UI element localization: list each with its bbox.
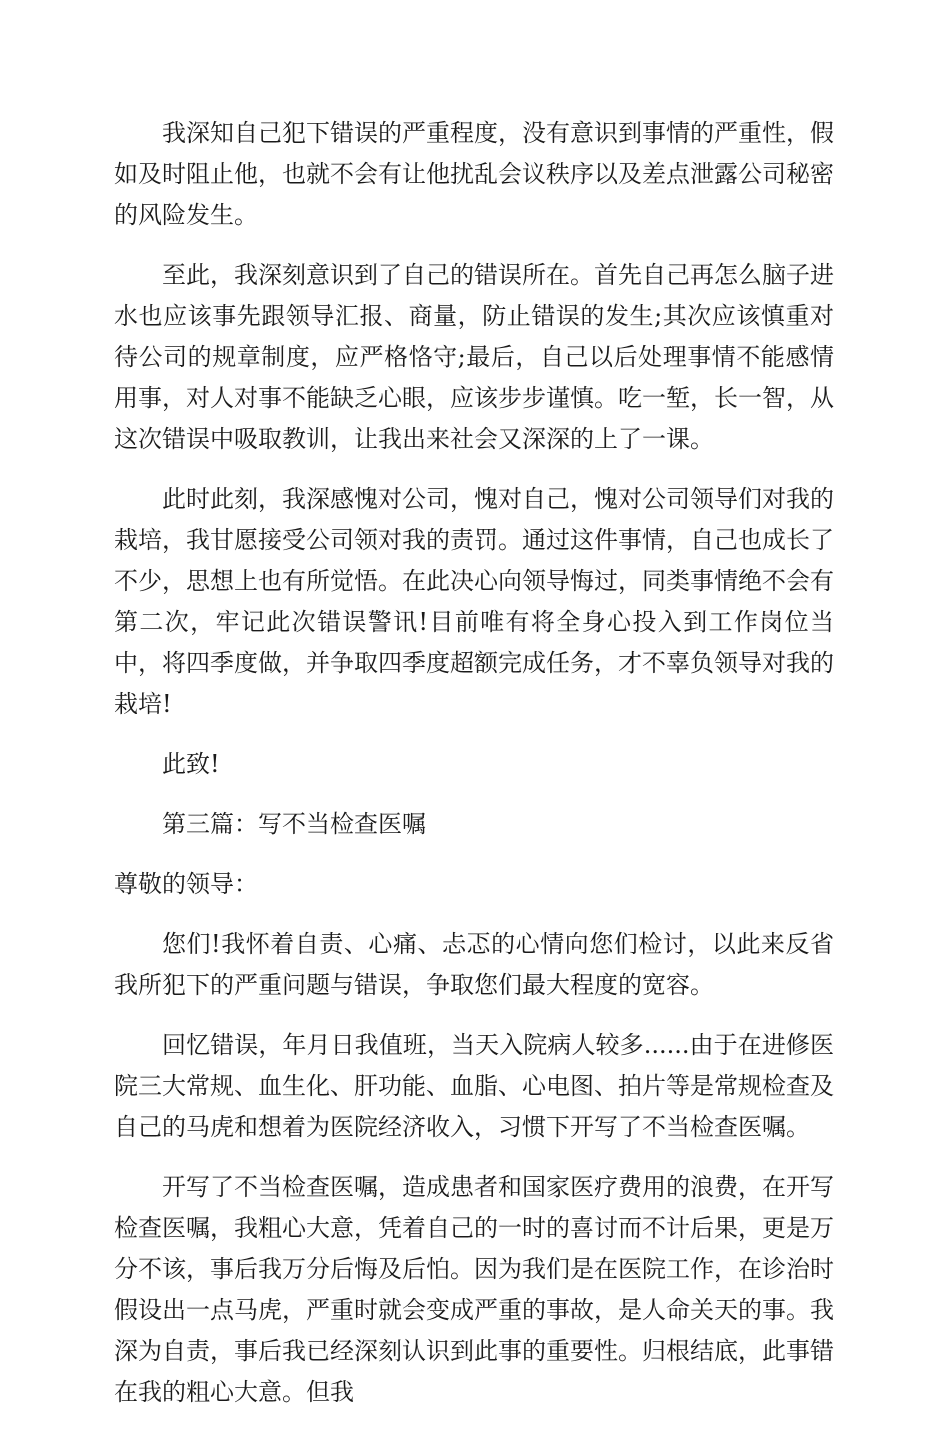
greeting: 尊敬的领导： bbox=[114, 870, 258, 898]
section-heading: 第三篇：写不当检查医嘱 bbox=[162, 810, 426, 838]
paragraph-5: 回忆错误，年月日我值班，当天入院病人较多......由于在进修医院三大常规、血生化、肝功能、血脂、心电图、拍片等是常规检查及自己的马虎和想着为医院经济收入，习惯下开写了不当检查医嘱。 bbox=[114, 1031, 834, 1141]
paragraph-1: 我深知自己犯下错误的严重程度，没有意识到事情的严重性，假如及时阻止他，也就不会有让他扰乱会议秩序以及差点泄露公司秘密的风险发生。 bbox=[114, 119, 834, 229]
paragraph-4: 您们!我怀着自责、心痛、忐忑的心情向您们检讨，以此来反省我所犯下的严重问题与错误，争取您们最大程度的宽容。 bbox=[114, 930, 834, 999]
paragraph-3: 此时此刻，我深感愧对公司，愧对自己，愧对公司领导们对我的栽培，我甘愿接受公司领对我的责罚。通过这件事情，自己也成长了不少，思想上也有所觉悟。在此决心向领导悔过，同类事情绝不会有第二次，牢记此次错误警讯!目前唯有将全身心投入到工作岗位当中，将四季度做，并争取四季度超额完成任务，才不辜负领导对我的栽培! bbox=[114, 485, 834, 718]
closing-salutation: 此致! bbox=[162, 750, 220, 778]
document-page bbox=[114, 113, 834, 1432]
paragraph-6: 开写了不当检查医嘱，造成患者和国家医疗费用的浪费，在开写检查医嘱，我粗心大意，凭着自己的一时的喜讨而不计后果，更是万分不该，事后我万分后悔及后怕。因为我们是在医院工作，在诊治时假设出一点马虎，严重时就会变成严重的事故，是人命关天的事。我深为自责，事后我已经深刻认识到此事的重要性。归根结底，此事错在我的粗心大意。但我 bbox=[114, 1173, 834, 1406]
paragraph-2: 至此，我深刻意识到了自己的错误所在。首先自己再怎么脑子进水也应该事先跟领导汇报、商量，防止错误的发生;其次应该慎重对待公司的规章制度，应严格恪守;最后，自己以后处理事情不能感情用事，对人对事不能缺乏心眼，应该步步谨慎。吃一堑，长一智，从这次错误中吸取教训，让我出来社会又深深的上了一课。 bbox=[114, 261, 834, 453]
